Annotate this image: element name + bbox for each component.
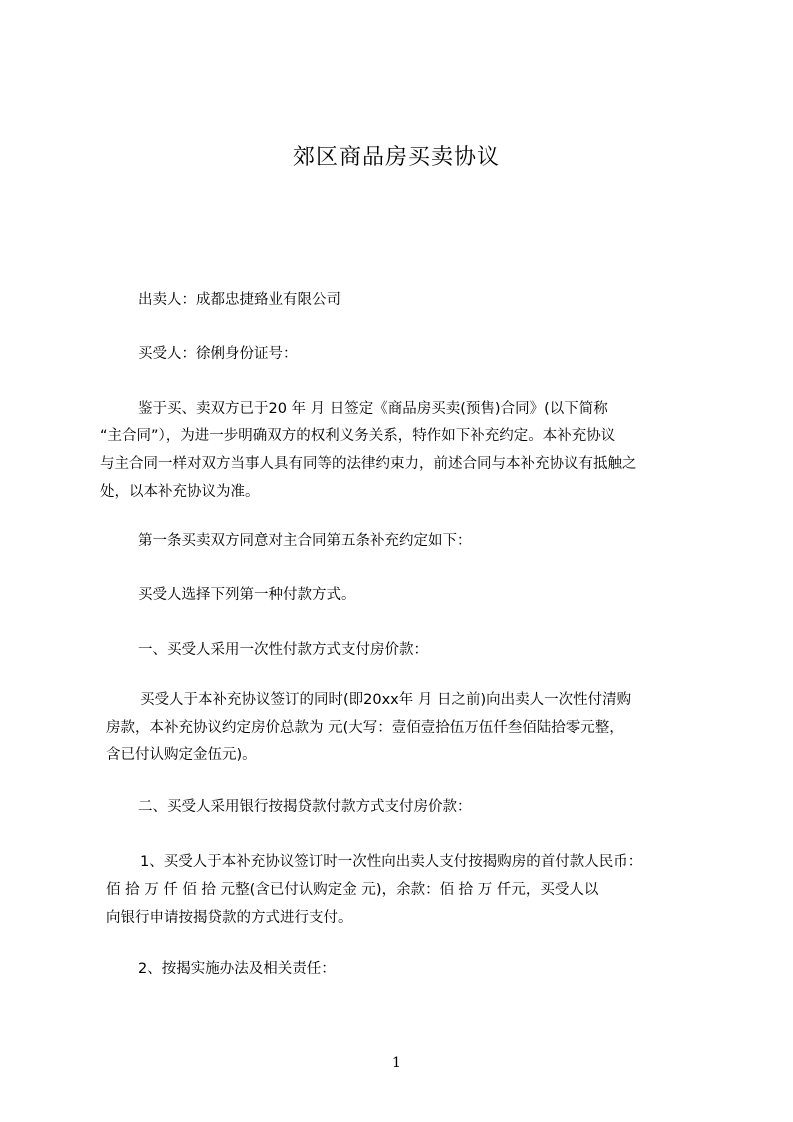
- intro-line-2: “主合同”），为进一步明确双方的权利义务关系，特作如下补充约定。本补充协议: [100, 428, 616, 444]
- intro-line-3: 与主合同一样对双方当事人具有同等的法律约束力，前述合同与本补充协议有抵触之: [100, 456, 637, 472]
- option-one-line-2: 房款，本补充协议约定房价总款为 元(大写：壹佰壹拾伍万伍仟叁佰陆拾零元整，: [106, 720, 624, 736]
- option-one-line-1: 买受人于本补充协议签订的同时(即20xx年 月 日之前)向出卖人一次性付清购: [140, 692, 632, 708]
- intro-line-1: 鉴于买、卖双方已于20 年 月 日签定《商品房买卖(预售)合同》(以下简称: [138, 401, 608, 417]
- document-title: 郊区商品房买卖协议: [292, 145, 500, 170]
- option-two-item1-line-2: 佰 拾 万 仟 佰 拾 元整(含已付认购定金 元)，余款：佰 拾 万 仟元，买受人以: [106, 882, 599, 898]
- option-one-heading: 一、买受人采用一次性付款方式支付房价款：: [138, 642, 428, 658]
- buyer-line: 买受人：徐俐身份证号：: [138, 346, 298, 362]
- seller-line: 出卖人：成都忠捷臵业有限公司: [138, 292, 341, 308]
- option-two-item2-line: 2、按揭实施办法及相关责任：: [138, 961, 336, 977]
- option-two-heading: 二、买受人采用银行按揭贷款付款方式支付房价款：: [138, 799, 472, 815]
- option-two-item1-line-1: 1、买受人于本补充协议签订时一次性向出卖人支付按揭购房的首付款人民币：: [140, 854, 643, 870]
- option-one-line-3: 含已付认购定金伍元)。: [106, 747, 257, 763]
- article-one-line: 第一条买卖双方同意对主合同第五条补充约定如下：: [138, 533, 472, 549]
- intro-line-4: 处，以本补充协议为准。: [100, 484, 260, 500]
- page-number: 1: [392, 1055, 401, 1071]
- option-two-item1-line-3: 向银行申请按揭贷款的方式进行支付。: [106, 910, 353, 926]
- payment-choice-line: 买受人选择下列第一种付款方式。: [138, 587, 356, 603]
